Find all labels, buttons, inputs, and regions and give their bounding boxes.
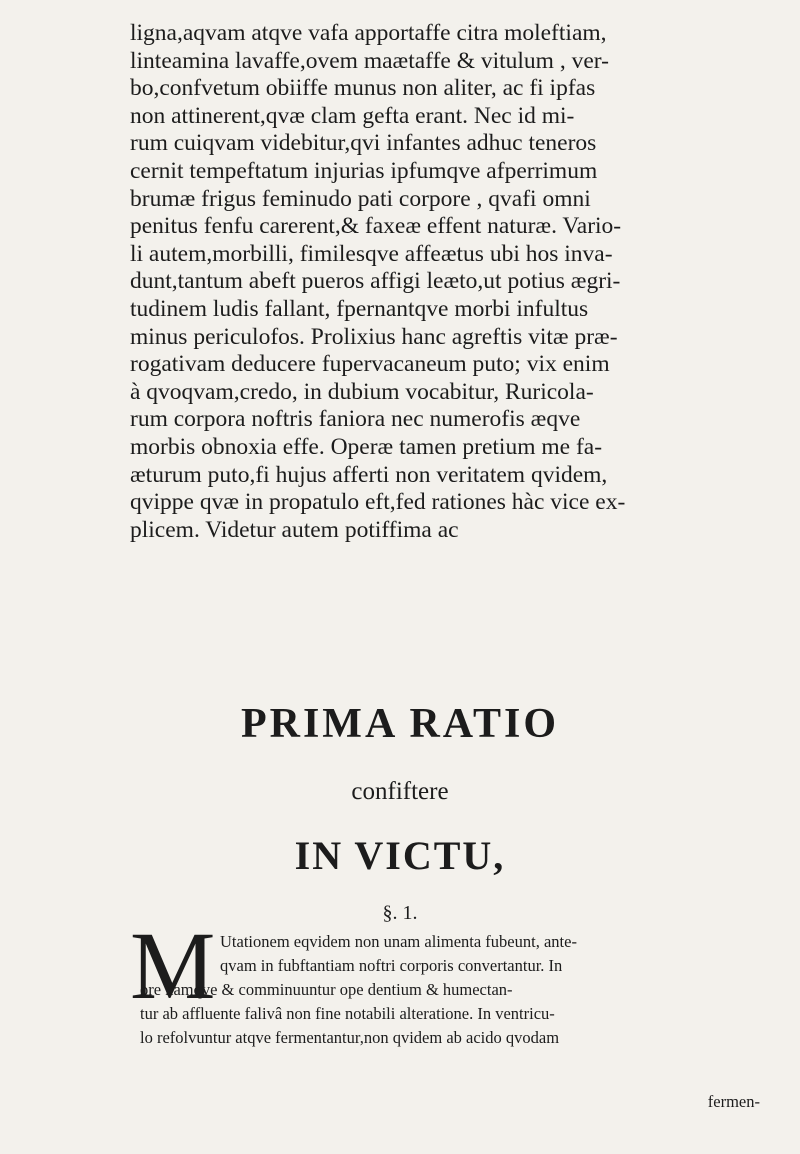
- text-line: morbis obnoxia effe. Operæ tamen pretium me fa-: [130, 433, 603, 460]
- text-line: plicem. Videtur autem potiffima ac: [130, 516, 459, 543]
- catchword: fermen-: [707, 1092, 760, 1111]
- text-line: rum corpora noftris faniora nec numerofis æqve: [130, 406, 581, 433]
- text-line: qvippe qvæ in propatulo eft,fed rationes hàc vice ex-: [130, 489, 626, 516]
- text-line: bo,confvetum obiiffe munus non aliter, ac fi ipfas: [130, 75, 596, 102]
- text-line: tudinem ludis fallant, fpernantqve morbi infultus: [130, 295, 589, 322]
- text-line: à qvoqvam,credo, in dubium vocabitur, Ruricola-: [130, 378, 594, 405]
- text-line: lo refolvuntur atqve fermentantur,non qvidem ab acido qvodam: [140, 1028, 560, 1047]
- section-subheading: confiftere: [351, 778, 449, 805]
- section-heading-secondary: IN VICTU,: [294, 833, 506, 878]
- text-line: qvam in fubftantiam noftri corporis convertantur. In: [220, 956, 563, 975]
- text-line: minus periculofos. Prolixius hanc agreftis vitæ præ-: [130, 323, 618, 350]
- section-number: §. 1.: [382, 902, 418, 924]
- text-line: æturum puto,fi hujus afferti non veritatem qvidem,: [130, 461, 608, 488]
- text-line: brumæ frigus feminudo pati corpore , qvafi omni: [130, 185, 591, 212]
- text-line: Utationem eqvidem non unam alimenta fubeunt, ante-: [220, 932, 577, 951]
- text-line: tur ab affluente falivâ non fine notabili alteratione. In ventricu-: [140, 1004, 555, 1023]
- section-heading: PRIMA RATIO: [240, 701, 560, 747]
- text-line: dunt,tantum abeft pueros affigi leæto,ut potius ægri-: [130, 268, 621, 295]
- text-line: linteamina lavaffe,ovem maætaffe & vitulum , ver-: [130, 47, 609, 74]
- small-paragraph: [140, 930, 780, 1050]
- text-line: cernit tempeftatum injurias ipfumqve afperrimum: [130, 157, 598, 184]
- text-line: rogativam deducere fupervacaneum puto; vix enim: [130, 351, 610, 378]
- body-paragraph: [130, 20, 770, 544]
- text-line: li autem,morbilli, fimilesqve affeætus ubi hos inva-: [130, 240, 613, 267]
- text-line: non attinerent,qvæ clam gefta erant. Nec id mi-: [130, 102, 575, 129]
- text-line: ore namqve & comminuuntur ope dentium & humectan-: [140, 980, 513, 999]
- drop-cap: M: [130, 912, 216, 1019]
- text-line: penitus fenfu carerent,& faxeæ effent naturæ. Vario-: [130, 213, 622, 240]
- text-line: ligna,aqvam atqve vafa apportaffe citra moleftiam,: [130, 20, 607, 46]
- text-line: rum cuiqvam videbitur,qvi infantes adhuc teneros: [130, 130, 597, 157]
